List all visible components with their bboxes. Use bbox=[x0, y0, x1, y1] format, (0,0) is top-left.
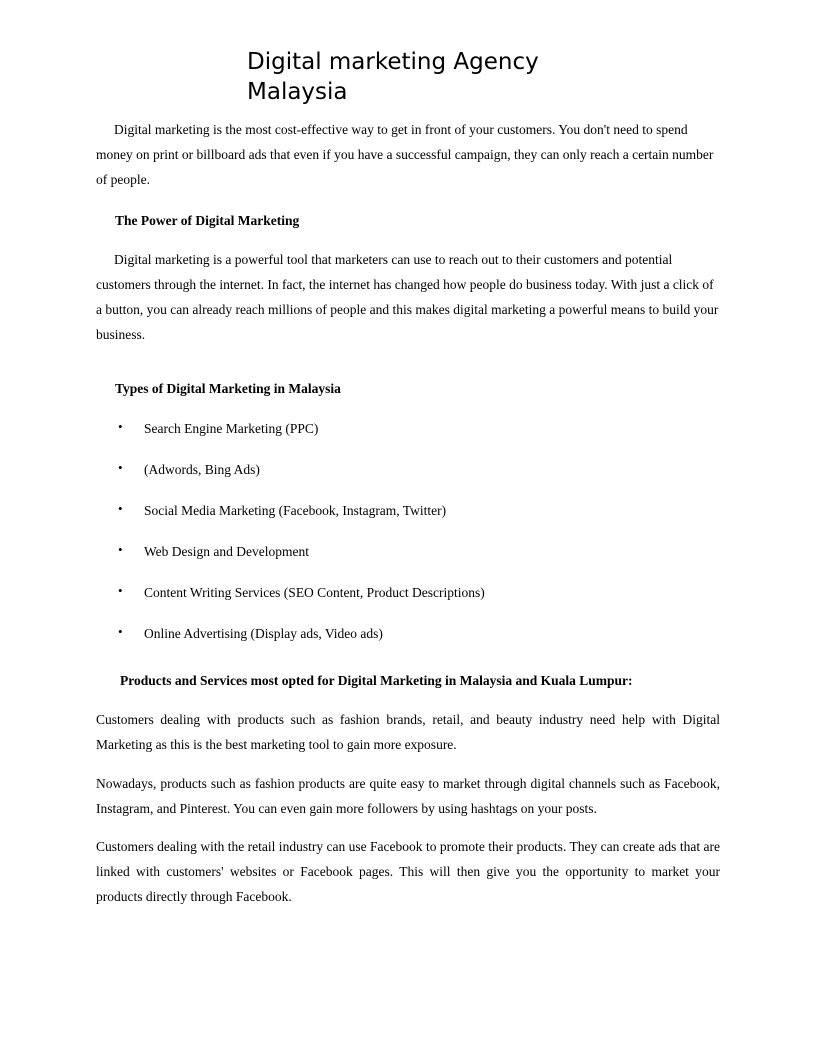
bullet-icon: • bbox=[118, 460, 123, 475]
list-item-text: Online Advertising (Display ads, Video ads) bbox=[144, 626, 383, 641]
section-heading-types: Types of Digital Marketing in Malaysia bbox=[115, 381, 341, 396]
list-item-text: (Adwords, Bing Ads) bbox=[144, 462, 260, 477]
bullet-icon: • bbox=[118, 419, 123, 434]
bullet-icon: • bbox=[118, 542, 123, 557]
bullet-icon: • bbox=[118, 583, 123, 598]
bullet-icon: • bbox=[118, 501, 123, 516]
list-item-text: Content Writing Services (SEO Content, Product Descriptions) bbox=[144, 585, 485, 600]
list-item-text: Social Media Marketing (Facebook, Instagram, Twitter) bbox=[144, 503, 447, 518]
section-body-power: Digital marketing is a powerful tool that marketers can use to reach out to their customers and potential customers through the internet. In fact, the internet has changed how people do business today. With just a click of a button, you can already reach millions of people and this makes digital marketing a powerful means to build your business. bbox=[96, 252, 719, 342]
section-heading-power: The Power of Digital Marketing bbox=[115, 213, 300, 228]
intro-paragraph: Digital marketing is the most cost-effective way to get in front of your customers. You don't need to spend money on print or billboard ads that even if you have a successful campaign, they can only reach a certain number of people. bbox=[96, 122, 714, 187]
list-item-text: Web Design and Development bbox=[144, 544, 309, 559]
list-item-text: Search Engine Marketing (PPC) bbox=[144, 421, 319, 436]
products-paragraph-3: Customers dealing with the retail industry can use Facebook to promote their products. They can create ads that are linked with customers' websites or Facebook pages. This will then give you the opportunity to market your products directly through Facebook. bbox=[96, 839, 720, 904]
bullet-icon: • bbox=[118, 624, 123, 639]
section-heading-products: Products and Services most opted for Digital Marketing in Malaysia and Kuala Lumpur: bbox=[120, 673, 633, 688]
products-paragraph-1: Customers dealing with products such as fashion brands, retail, and beauty industry need help with Digital Marketing as this is the best marketing tool to gain more exposure. bbox=[96, 712, 720, 752]
products-paragraph-2: Nowadays, products such as fashion products are quite easy to market through digital channels such as Facebook, Instagram, and Pinterest. You can even gain more followers by using hashtags on your posts. bbox=[96, 776, 720, 816]
document-title: Digital marketing Agency Malaysia bbox=[247, 49, 539, 105]
